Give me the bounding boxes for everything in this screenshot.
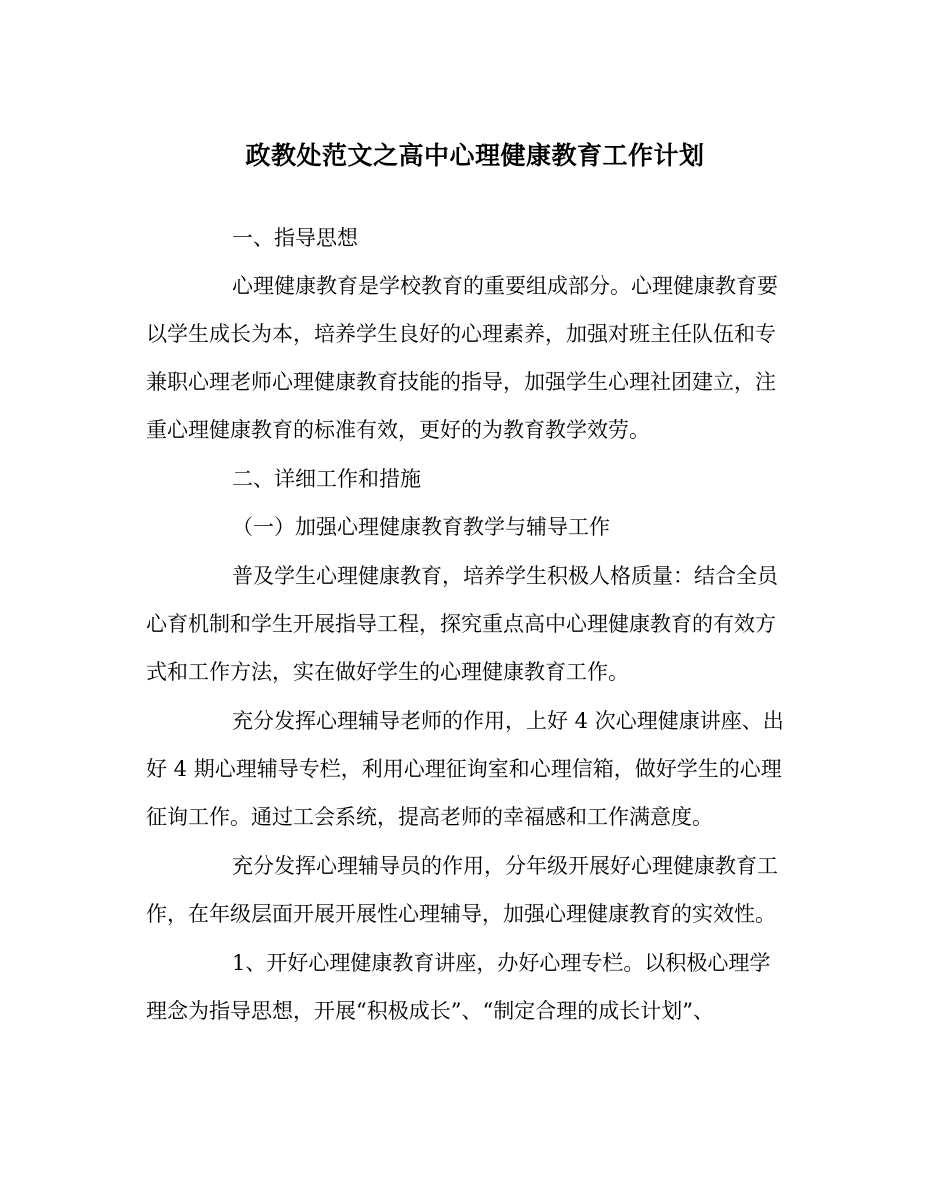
section-heading-2: 二、详细工作和措施 (232, 467, 421, 491)
subsection-heading-1: （一）加强心理健康教育教学与辅导工作 (232, 515, 610, 539)
paragraph-line: 好 4 期心理辅导专栏，利用心理征询室和心理信箱，做好学生的心理 (146, 757, 782, 781)
paragraph-line: 重心理健康教育的标准有效，更好的为教育教学效劳。 (146, 418, 650, 442)
paragraph-line: 充分发挥心理辅导员的作用，分年级开展好心理健康教育工 (232, 854, 778, 878)
paragraph-line: 理念为指导思想，开展“积极成长”、“制定合理的成长计划”、 (146, 999, 714, 1023)
paragraph-line: 式和工作方法，实在做好学生的心理健康教育工作。 (146, 660, 629, 684)
paragraph-line: 兼职心理老师心理健康教育技能的指导，加强学生心理社团建立，注 (146, 370, 776, 394)
paragraph-line: 普及学生心理健康教育，培养学生积极人格质量：结合全员 (232, 564, 778, 588)
paragraph-line: 以学生成长为本，培养学生良好的心理素养，加强对班主任队伍和专 (146, 322, 776, 346)
paragraph-line: 1、开好心理健康教育讲座，办好心理专栏。以积极心理学 (232, 951, 771, 975)
paragraph-line: 充分发挥心理辅导老师的作用，上好 4 次心理健康讲座、出 (232, 709, 784, 733)
paragraph-line: 心理健康教育是学校教育的重要组成部分。心理健康教育要 (232, 274, 778, 298)
paragraph-line: 心育机制和学生开展指导工程，探究重点高中心理健康教育的有效方 (146, 612, 776, 636)
document-title: 政教处范文之高中心理健康教育工作计划 (245, 141, 705, 170)
section-heading-1: 一、指导思想 (232, 226, 358, 250)
paragraph-line: 征询工作。通过工会系统，提高老师的幸福感和工作满意度。 (146, 805, 713, 829)
paragraph-line: 作，在年级层面开展开展性心理辅导，加强心理健康教育的实效性。 (146, 902, 776, 926)
